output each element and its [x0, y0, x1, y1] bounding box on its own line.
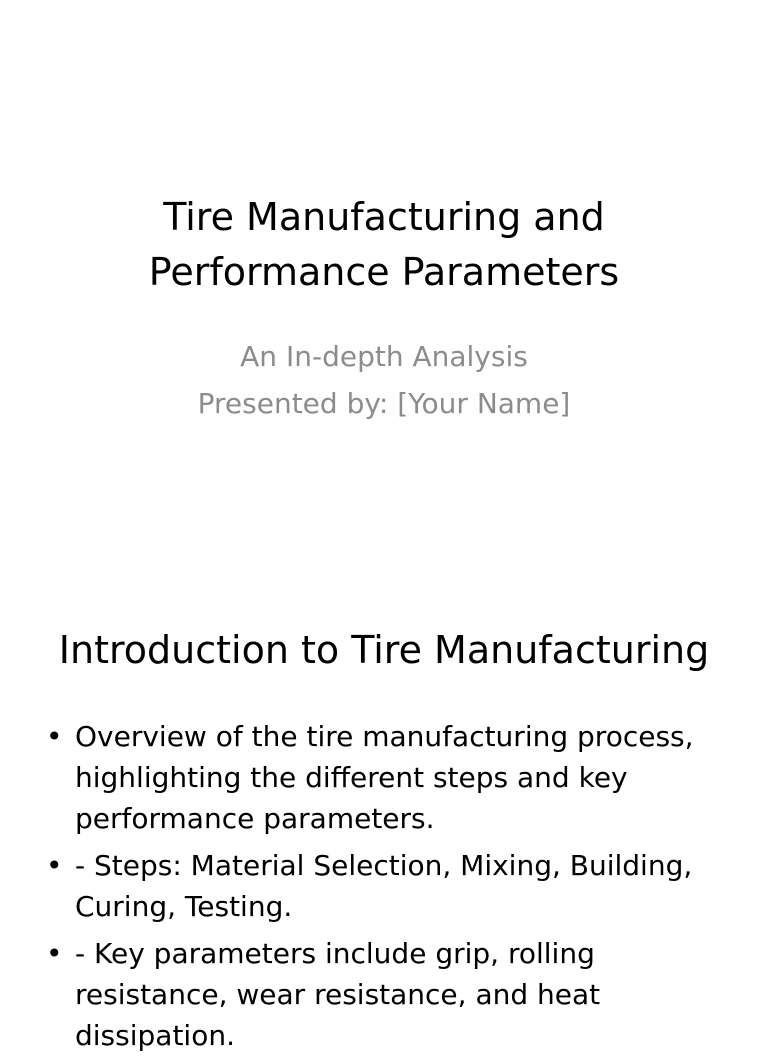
- bullet-text: Overview of the tire manufacturing process, highlighting the different steps and key performance parameters.: [75, 720, 694, 835]
- slide-title: [0, 190, 768, 300]
- bullet-icon: •: [46, 937, 63, 970]
- subtitle-line-1: An In-depth Analysis: [240, 340, 528, 373]
- bullet-item: [46, 933, 726, 1056]
- bullet-icon: •: [46, 720, 63, 753]
- content-slide-title: Introduction to Tire Manufacturing: [58, 628, 710, 672]
- bullet-icon: •: [46, 849, 63, 882]
- slide-title-line-1: Tire Manufacturing and: [163, 195, 605, 239]
- bullet-list: [46, 716, 726, 1062]
- slide-title-line-2: Performance Parameters: [148, 250, 620, 294]
- bullet-text: - Key parameters include grip, rolling resistance, wear resistance, and heat dissipation.: [75, 937, 601, 1052]
- content-slide: [0, 576, 768, 1052]
- subtitle-line-2: Presented by: [Your Name]: [197, 387, 571, 420]
- bullet-text: - Steps: Material Selection, Mixing, Building, Curing, Testing.: [75, 849, 693, 923]
- slide-subtitle: [0, 333, 768, 427]
- bullet-item: [46, 845, 726, 927]
- bullet-item: [46, 716, 726, 839]
